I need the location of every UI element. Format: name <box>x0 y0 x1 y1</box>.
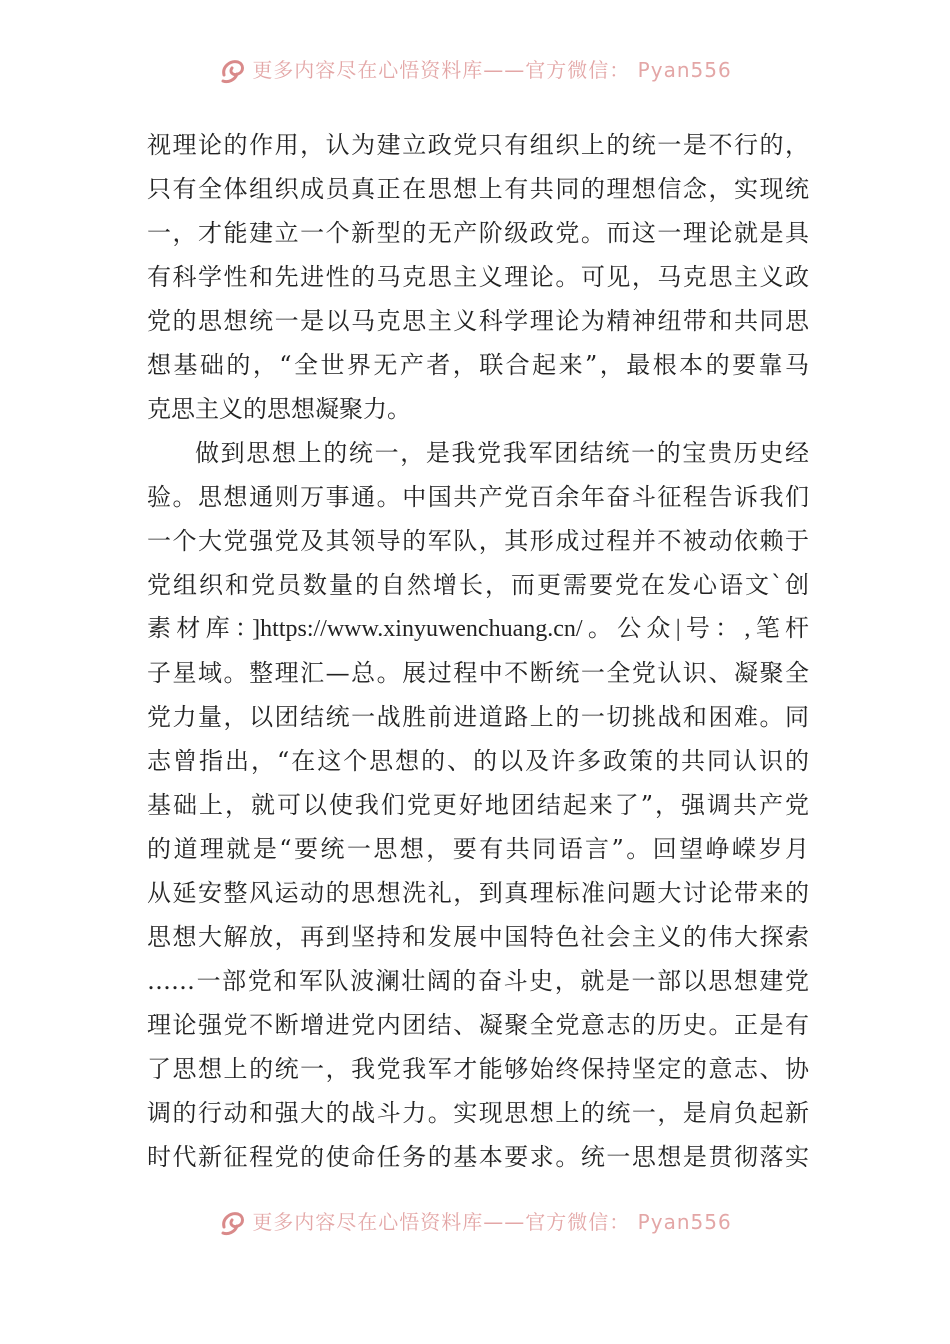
text-line: 志曾指出，“在这个思想的、的以及许多政策的共同认识的 <box>147 747 809 775</box>
text-line: 的道理就是“要统一思想，要有共同语言”。回望峥嵘岁月 <box>147 835 809 863</box>
text-line: 有科学性和先进性的马克思主义理论。可见，马克思主义政 <box>147 263 809 291</box>
text-line: 想基础的，“全世界无产者，联合起来”，最根本的要靠马 <box>147 351 809 379</box>
text-line: 只有全体组织成员真正在思想上有共同的理想信念，实现统 <box>147 175 809 203</box>
logo-swirl-icon <box>218 55 248 85</box>
text-line: 做到思想上的统一，是我党我军团结统一的宝贵历史经 <box>195 439 809 467</box>
text-line: 子星域。整理汇—总。展过程中不断统一全党认识、凝聚全 <box>147 659 809 687</box>
logo-swirl-icon <box>218 1207 248 1237</box>
footer-watermark-text: 更多内容尽在心悟资料库——官方微信： Pyan556 <box>252 1210 732 1234</box>
text-line: 一个大党强党及其领导的军队，其形成过程并不被动依赖于 <box>147 527 809 555</box>
text-line: 时代新征程党的使命任务的基本要求。统一思想是贯彻落实 <box>147 1143 809 1171</box>
header-watermark-banner <box>0 54 950 86</box>
header-watermark-text: 更多内容尽在心悟资料库——官方微信： Pyan556 <box>252 58 732 82</box>
text-line: 党的思想统一是以马克思主义科学理论为精神纽带和共同思 <box>147 307 809 335</box>
text-line: ……一部党和军队波澜壮阔的奋斗史，就是一部以思想建党 <box>147 967 809 995</box>
text-line: 理论强党不断增进党内团结、凝聚全党意志的历史。正是有 <box>147 1011 809 1039</box>
text-line-with-url: 素材库：]https://www.xinyuwenchuang.cn/。公众|号：,笔杆 <box>147 616 809 642</box>
text-line: 党力量，以团结统一战胜前进道路上的一切挑战和困难。同 <box>147 703 809 731</box>
body-text <box>147 123 809 1179</box>
text-line: 视理论的作用，认为建立政党只有组织上的统一是不行的， <box>147 131 809 159</box>
text-line: 基础上，就可以使我们党更好地团结起来了”，强调共产党 <box>147 791 809 819</box>
paragraph-2 <box>147 431 809 1179</box>
paragraph-1 <box>147 123 809 431</box>
text-line: 一，才能建立一个新型的无产阶级政党。而这一理论就是具 <box>147 219 809 247</box>
footer-watermark-banner <box>0 1206 950 1238</box>
text-line: 从延安整风运动的思想洗礼，到真理标准问题大讨论带来的 <box>147 879 809 907</box>
text-line: 验。思想通则万事通。中国共产党百余年奋斗征程告诉我们 <box>147 483 809 511</box>
text-line: 克思主义的思想凝聚力。 <box>147 395 411 423</box>
text-line: 调的行动和强大的战斗力。实现思想上的统一，是肩负起新 <box>147 1099 809 1127</box>
text-line: 党组织和党员数量的自然增长，而更需要党在发心语文`创 <box>147 571 809 599</box>
text-line: 了思想上的统一，我党我军才能够始终保持坚定的意志、协 <box>147 1055 809 1083</box>
text-line: 思想大解放，再到坚持和发展中国特色社会主义的伟大探索 <box>147 923 809 951</box>
